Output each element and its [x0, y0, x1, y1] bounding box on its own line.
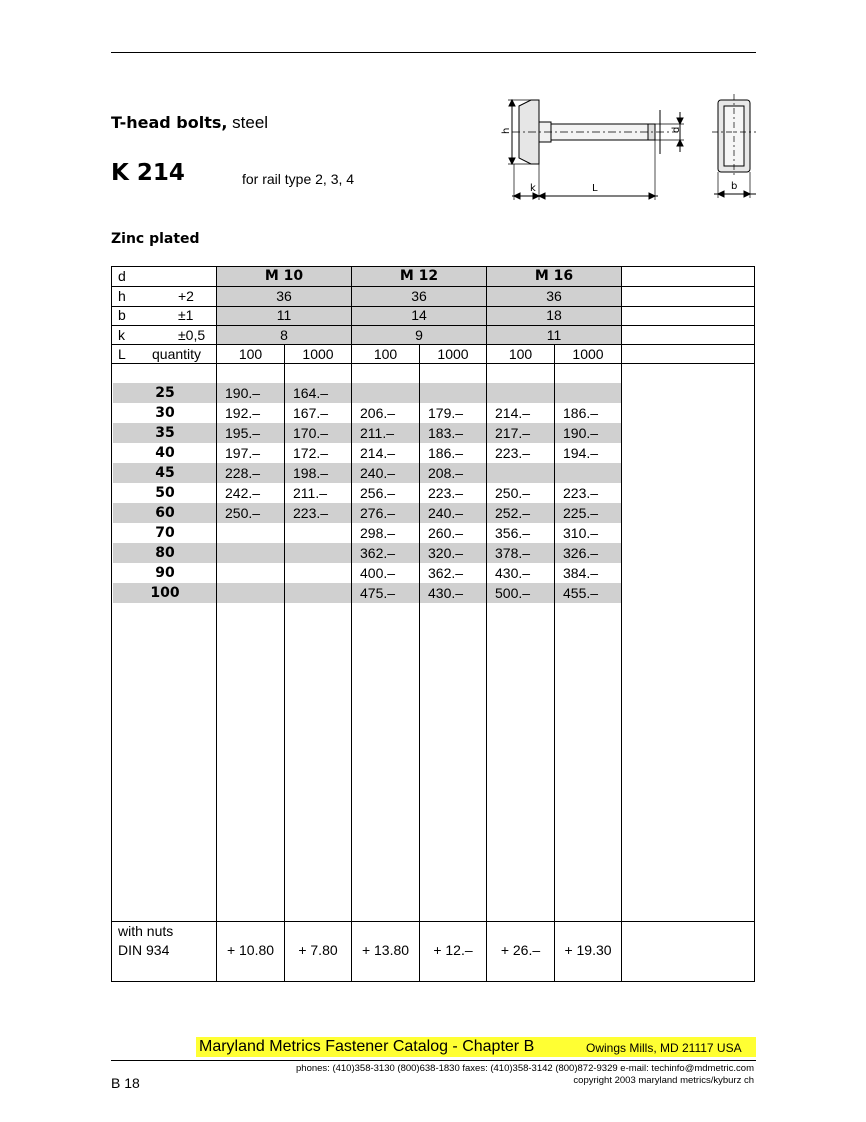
- product-title: T-head bolts, steel: [111, 113, 269, 132]
- rail-type-note: for rail type 2, 3, 4: [242, 171, 355, 187]
- price-cell: 378.–: [495, 545, 531, 561]
- price-cell: 206.–: [360, 405, 396, 421]
- dim-label-k: k: [530, 183, 536, 194]
- h-value: 36: [276, 288, 292, 304]
- price-cell: 252.–: [495, 505, 531, 521]
- price-cell: 475.–: [360, 585, 396, 601]
- k-value: 8: [280, 327, 288, 343]
- spec-tol-h: +2: [178, 288, 194, 304]
- price-cell: 211.–: [360, 425, 394, 441]
- price-cell: 211.–: [293, 485, 327, 501]
- nuts-surcharge: + 19.30: [564, 942, 612, 958]
- nuts-surcharge: + 10.80: [226, 942, 275, 958]
- price-cell: 362.–: [428, 565, 464, 581]
- nuts-label-line1: with nuts: [118, 923, 174, 939]
- price-table: [111, 266, 755, 982]
- dim-label-h: h: [501, 127, 512, 134]
- length-50: 50: [155, 485, 175, 501]
- price-cell: 192.–: [225, 405, 261, 421]
- copyright-line: copyright 2003 maryland metrics/kyburz ch: [573, 1075, 754, 1086]
- price-cell: 183.–: [428, 425, 464, 441]
- price-cell: 250.–: [495, 485, 531, 501]
- price-cell: 214.–: [495, 405, 531, 421]
- b-value: 11: [276, 307, 292, 323]
- price-cell: 167.–: [293, 405, 329, 421]
- qty-header: 1000: [572, 346, 604, 362]
- price-cell: 240.–: [360, 465, 396, 481]
- length-100: 100: [150, 585, 180, 601]
- length-40: 40: [155, 445, 175, 461]
- price-cell: 326.–: [563, 545, 599, 561]
- t-bolt-drawing: [498, 92, 774, 204]
- price-cell: 240.–: [428, 505, 464, 521]
- price-cell: 170.–: [293, 425, 329, 441]
- spec-label-L: L: [118, 346, 126, 362]
- qty-header: 100: [373, 346, 398, 362]
- price-cell: 186.–: [428, 445, 464, 461]
- price-cell: 223.–: [428, 485, 464, 501]
- length-60: 60: [155, 505, 175, 521]
- price-cell: 500.–: [495, 585, 531, 601]
- qty-header: 100: [238, 346, 263, 362]
- k-value: 11: [546, 327, 562, 343]
- catalog-title: Maryland Metrics Fastener Catalog - Chapter B: [199, 1038, 535, 1055]
- price-cell: 362.–: [360, 545, 396, 561]
- length-30: 30: [155, 405, 175, 421]
- price-cell: 430.–: [495, 565, 531, 581]
- nuts-surcharge: + 26.–: [500, 942, 541, 958]
- h-value: 36: [411, 288, 427, 304]
- price-cell: 384.–: [563, 565, 599, 581]
- size-header-m16: M 16: [534, 268, 574, 284]
- price-cell: 197.–: [225, 445, 261, 461]
- contact-line: phones: (410)358-3130 (800)638-1830 faxes: (410)358-3142 (800)872-9329 e-mail: techinfo@mdmetric.com: [296, 1063, 754, 1074]
- price-cell: 198.–: [293, 465, 329, 481]
- price-cell: 320.–: [428, 545, 464, 561]
- spec-tol-b: ±1: [178, 307, 194, 323]
- spec-tol-k: ±0,5: [178, 327, 206, 343]
- spec-label-k: k: [118, 327, 125, 343]
- price-cell: 228.–: [225, 465, 261, 481]
- price-cell: 256.–: [360, 485, 396, 501]
- spec-label-h: h: [118, 288, 126, 304]
- price-cell: 194.–: [563, 445, 599, 461]
- nuts-label-line2: DIN 934: [118, 942, 170, 958]
- dim-label-b: b: [731, 181, 738, 192]
- size-header-m10: M 10: [264, 268, 304, 284]
- length-45: 45: [155, 465, 175, 481]
- qty-header: 1000: [437, 346, 469, 362]
- qty-header: 100: [508, 346, 533, 362]
- length-25: 25: [155, 385, 175, 401]
- b-value: 18: [546, 307, 562, 323]
- product-code: K 214: [111, 160, 185, 186]
- length-70: 70: [155, 525, 175, 541]
- quantity-label: quantity: [152, 346, 202, 362]
- price-cell: 260.–: [428, 525, 464, 541]
- price-cell: 430.–: [428, 585, 464, 601]
- length-35: 35: [155, 425, 175, 441]
- k-value: 9: [415, 327, 423, 343]
- top-rule: [111, 52, 756, 53]
- price-cell: 195.–: [225, 425, 261, 441]
- finish-heading: Zinc plated: [111, 231, 200, 247]
- nuts-surcharge: + 12.–: [433, 942, 473, 958]
- b-value: 14: [411, 307, 427, 323]
- spec-label-d: d: [118, 268, 126, 284]
- price-cell: 190.–: [563, 425, 599, 441]
- catalog-location: Owings Mills, MD 21117 USA: [586, 1041, 742, 1055]
- price-cell: 190.–: [225, 385, 261, 401]
- nuts-surcharge: + 7.80: [298, 942, 338, 958]
- h-value: 36: [546, 288, 562, 304]
- price-cell: 250.–: [225, 505, 261, 521]
- size-header-m12: M 12: [399, 268, 439, 284]
- dim-label-d: d: [671, 126, 682, 133]
- spec-label-b: b: [118, 307, 126, 323]
- price-cell: 179.–: [428, 405, 464, 421]
- length-80: 80: [155, 545, 175, 561]
- price-cell: 223.–: [563, 485, 599, 501]
- price-cell: 400.–: [360, 565, 396, 581]
- price-cell: 225.–: [563, 505, 599, 521]
- price-cell: 217.–: [495, 425, 531, 441]
- price-cell: 310.–: [563, 525, 599, 541]
- dim-label-L: L: [592, 183, 598, 194]
- footer-rule: [111, 1060, 756, 1061]
- price-cell: 164.–: [293, 385, 329, 401]
- price-cell: 298.–: [360, 525, 396, 541]
- price-cell: 223.–: [495, 445, 531, 461]
- price-cell: 276.–: [360, 505, 396, 521]
- page-number: B 18: [111, 1075, 140, 1091]
- price-cell: 214.–: [360, 445, 396, 461]
- price-cell: 208.–: [428, 465, 464, 481]
- price-cell: 455.–: [563, 585, 599, 601]
- qty-header: 1000: [302, 346, 334, 362]
- length-90: 90: [155, 565, 175, 581]
- price-cell: 223.–: [293, 505, 329, 521]
- price-cell: 242.–: [225, 485, 261, 501]
- price-cell: 356.–: [495, 525, 531, 541]
- price-cell: 186.–: [563, 405, 599, 421]
- nuts-surcharge: + 13.80: [361, 942, 410, 958]
- price-cell: 172.–: [293, 445, 329, 461]
